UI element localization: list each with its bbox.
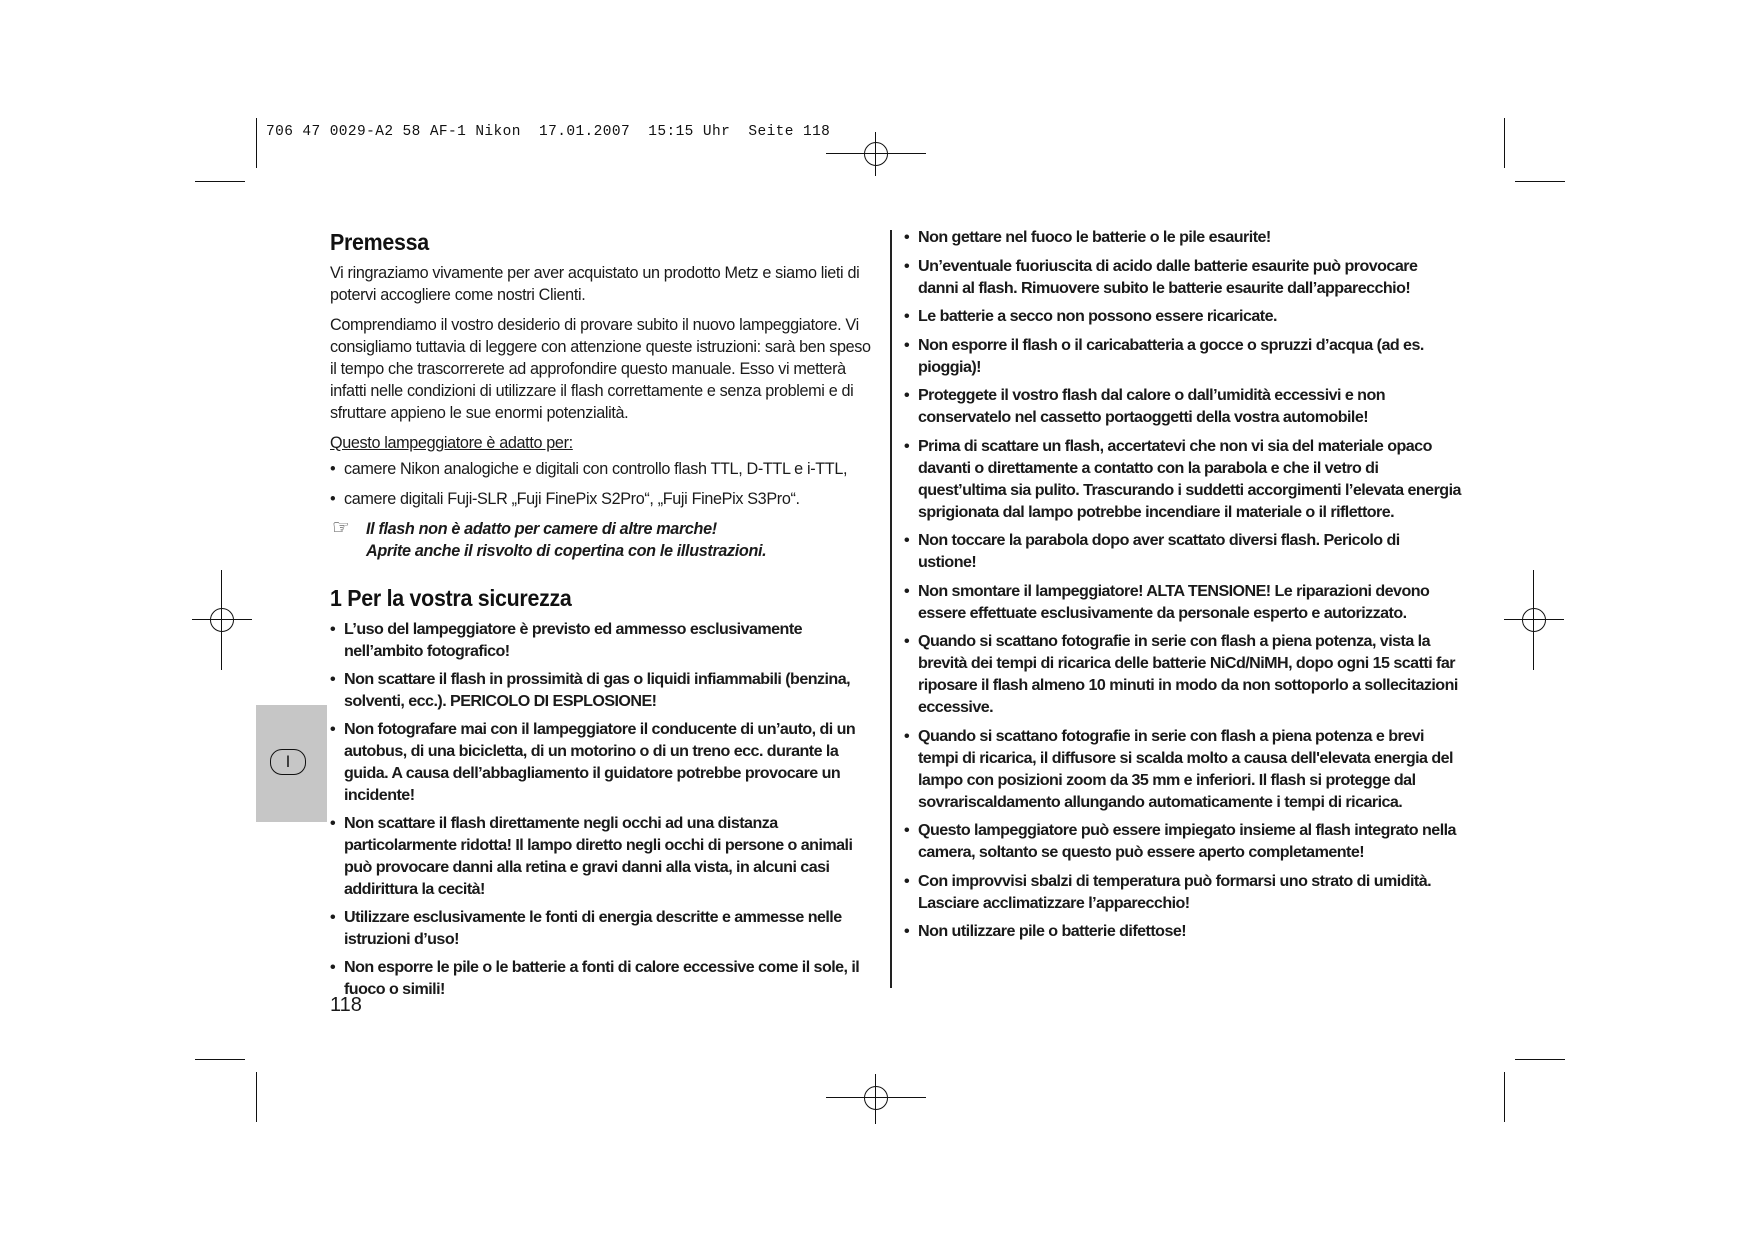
pointing-hand-icon: ☞ [332,517,350,539]
list-item: • Non scattare il flash in prossimità di gas o liquidi infiammabili (benzina, solventi, ecc.). PERICOLO DI ESPLOSIONE! [330,668,880,712]
intro-paragraph-1: Vi ringraziamo vivamente per aver acquistato un prodotto Metz e siamo lieti di potervi accogliere come nostri Clienti. [330,264,860,304]
safety-list-left [330,618,880,1000]
list-item: • camere digitali Fuji-SLR „Fuji FinePix S2Pro“, „Fuji FinePix S3Pro“. [330,488,880,510]
column-divider [890,230,892,988]
list-item: • camere Nikon analogiche e digitali con controllo flash TTL, D-TTL e i-TTL, [330,458,880,480]
note-line-2: Aprite anche il risvolto di copertina con le illustrazioni. [366,542,767,560]
safety-list-right [904,226,1461,942]
note-block [330,518,880,562]
list-item: • Prima di scattare un flash, accertatevi che non vi sia del materiale opaco davanti o direttamente a contatto con la parabola e che il vetro di quest’ultima sia pulito. Trascurando i suddetti accorgimenti l’elevata energia sprigionata dal lampo potrebbe incendiare il materiale o il riflettore. [904,435,1461,523]
note-line-1: Il flash non è adatto per camere di altre marche! [366,520,717,538]
list-item: • Non esporre il flash o il caricabatteria a gocce o spruzzi d’acqua (ad es. pioggia)! [904,334,1461,378]
list-item: • L’uso del lampeggiatore è previsto ed ammesso esclusivamente nell’ambito fotografico! [330,618,880,662]
suitable-list [330,458,880,510]
list-item: • Non utilizzare pile o batterie difettose! [904,920,1461,942]
intro-paragraph-2: Comprendiamo il vostro desiderio di provare subito il nuovo lampeggiatore. Vi consigliamo tuttavia di leggere con attenzione queste istruzioni: sarà ben speso il tempo che trascorrerete ad approfondire questo manuale. Esso vi metterà infatti nelle condizioni di utilizzare il flash correttamente e senza problemi e di sfruttare appieno le sue enormi potenzialità. [330,316,871,422]
crop-mark-top-left-vertical [256,118,257,168]
registration-mark-bottom [826,1068,926,1128]
list-item: • Non gettare nel fuoco le batterie o le pile esaurite! [904,226,1461,248]
page-number: 118 [330,994,362,1016]
list-item: • Proteggete il vostro flash dal calore o dall’umidità eccessivi e non conservatelo nel cassetto portaoggetti della vostra automobile! [904,384,1461,428]
list-item: • Non scattare il flash direttamente negli occhi ad una distanza particolarmente ridotta! Il lampo diretto negli occhi di persone o animali può provocare danni alla retina e gravi danni alla vista, in alcuni casi addirittura la cecità! [330,812,880,900]
language-tab-letter: I [270,749,306,775]
list-item: • Questo lampeggiatore può essere impiegato insieme al flash integrato nella camera, soltanto se questo può essere aperto completamente! [904,819,1461,863]
list-item: • Un’eventuale fuoriuscita di acido dalle batterie esaurite può provocare danni al flash. Rimuovere subito le batterie esaurite dall’apparecchio! [904,255,1461,299]
list-item: • Non smontare il lampeggiatore! ALTA TENSIONE! Le riparazioni devono essere effettuate esclusivamente da personale esperto e autorizzato. [904,580,1461,624]
registration-mark-top [826,122,926,182]
section-title-premessa: Premessa [330,229,429,255]
right-column [904,226,1461,949]
crop-mark-bottom-left-vertical [256,1072,257,1122]
crop-mark-top-right-vertical [1504,118,1505,168]
crop-mark-top-right-horizontal [1515,181,1565,182]
crop-mark-bottom-right-vertical [1504,1072,1505,1122]
suitable-label: Questo lampeggiatore è adatto per: [330,434,573,452]
crop-mark-bottom-right-horizontal [1515,1059,1565,1060]
list-item: • Non esporre le pile o le batterie a fonti di calore eccessive come il sole, il fuoco o simili! [330,956,880,1000]
list-item: • Non toccare la parabola dopo aver scattato diversi flash. Pericolo di ustione! [904,529,1461,573]
list-item: • Le batterie a secco non possono essere ricaricate. [904,305,1461,327]
registration-mark-right [1504,570,1564,670]
list-item: • Con improvvisi sbalzi di temperatura può formarsi uno strato di umidità. Lasciare acclimatizzare l’apparecchio! [904,870,1461,914]
crop-mark-top-left-horizontal [195,181,245,182]
list-item: • Utilizzare esclusivamente le fonti di energia descritte e ammesse nelle istruzioni d’uso! [330,906,880,950]
registration-mark-left [192,570,252,670]
list-item: • Quando si scattano fotografie in serie con flash a piena potenza e brevi tempi di ricarica, il diffusore si scalda molto a causa dell'elevata energia del lampo con posizioni zoom da 35 mm e inferiori. Il flash si protegge dal sovrariscaldamento allungando automaticamente i tempi di ricarica. [904,725,1461,813]
language-tab [256,705,327,822]
list-item: • Non fotografare mai con il lampeggiatore il conducente di un’auto, di un autobus, di una bicicletta, di un motorino o di un treno ecc. durante la guida. A causa dell’abbagliamento il guidatore potrebbe provocare un incidente! [330,718,880,806]
print-slug: 706 47 0029-A2 58 AF-1 Nikon 17.01.2007 15:15 Uhr Seite 118 [266,124,831,140]
left-column [330,228,880,1006]
section-title-sicurezza: 1 Per la vostra sicurezza [330,585,572,611]
list-item: • Quando si scattano fotografie in serie con flash a piena potenza, vista la brevità dei tempi di ricarica delle batterie NiCd/NiMH, dopo ogni 15 scatti far riposare il flash almeno 10 minuti in modo da non sottoporlo a sollecitazioni eccessive. [904,630,1461,718]
crop-mark-bottom-left-horizontal [195,1059,245,1060]
